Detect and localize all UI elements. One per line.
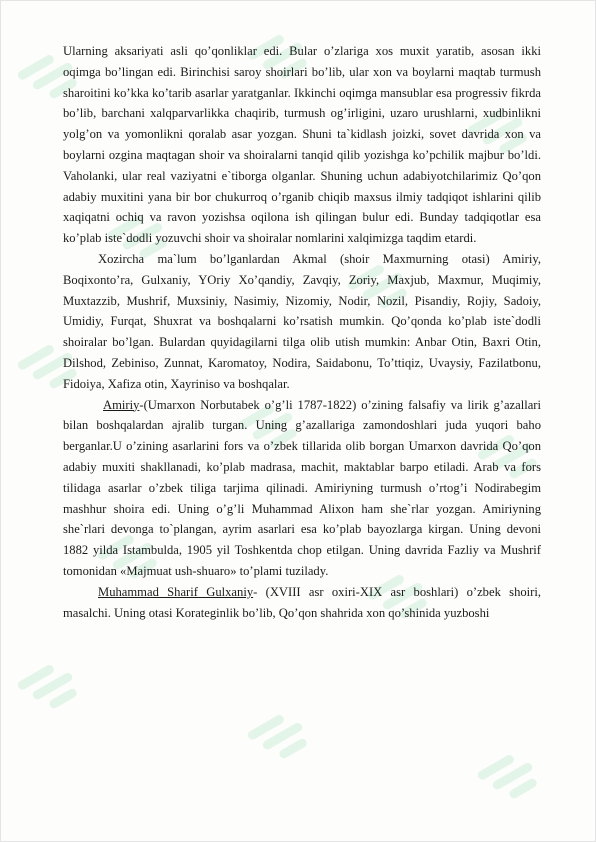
watermark-mark: [9, 639, 96, 726]
watermark-mark: [239, 689, 326, 776]
paragraph-1: Ularning aksariyati asli qo’qonliklar edi. Bular o’zlariga xos muxit yaratib, asosan ikki oqimga bo’lingan edi. Birinchisi saroy shoirlari bo’lib, ular xon va boylarni maqtab turmush sharoitini ko’kka ko’tarib asarlar yaratganlar. Ikkinchi oqimga mansublar esa progressiv fikrda bo’lib, barchani xalqparvarlikka chaqirib, turmush og’irligini, uzaro urushlarni, xudbinlikni yolg’on va yomonlikni qoralab asar yozgan. Shuni ta`kidlash joizki, sovet davrida xon va boylarni ozgina maqtagan shoir va shoiralarni tanqid qilib yozishga ko’pchilik majbur bo’ldi. Vaholanki, ular real vaziyatni e`tiborga olganlar. Shuning uchun adabiyotchilarimiz Qo’qon adabiy muxitini yana bir bor chukurroq o’rganib chiqib maxsus ilmiy tadqiqot ishlarini qilib xaqiqatni ochiq va ravon yozishsa oqilona ish qilingan bulur edi. Bunday tadqiqotlar esa ko’plab iste`dodli yozuvchi shoir va shoiralar nomlarini xalqimizga taqdim etardi.: [63, 44, 541, 246]
term-gulxaniy: Muhammad Sharif Gulxaniy: [98, 584, 254, 599]
paragraph-3: [63, 395, 541, 582]
paragraph-2: Xozircha ma`lum bo’lganlardan Akmal (shoir Maxmurning otasi) Amiriy, Boqixonto’ra, Gulxaniy, YOriy Xo’qandiy, Zavqiy, Zoriy, Maxjub, Maxmur, Muqimiy, Muxtazzib, Mushrif, Muxsiniy, Nasimiy, Nizomiy, Nodir, Nozil, Pisandiy, Rojiy, Sadoiy, Umidiy, Furqat, Shuxrat va boshqalarni ko’rsatish mumkin. Qo’qonda ko’plab iste`dodli shoiralar bo’lgan. Bulardan quyidagilarni tilga olib utish mumkin: Anbar Otin, Baxri Otin, Dilshod, Zebiniso, Zunnat, Karomatoy, Nodira, Saidabonu, To’ttiqiz, Uvaysiy, Fazilatbonu, Fidoiya, Xafiza otin, Xayriniso va boshqalar.: [63, 251, 541, 391]
body-text: [63, 41, 541, 623]
paragraph-3-text: -(Umarxon Norbutabek o’g’li 1787-1822) o’zining falsafiy va lirik g’azallari bilan boshqalardan ajralib turgan. Uning g’azallariga zamondoshlari juda yuqori baho berganlar.U o’zining asarlarini fors va o’zbek tillarida olib borgan Umarxon davrida Qo’qon adabiy muxiti shakllanadi, ko’plab madrasa, machit, maktablar barpo etiladi. Arab va fors tilidaga asarlar o’zbek tiliga tarjima qilinadi. Amiriyning turmush o’rtog’i Nodirabegim mashhur shoira edi. Uning o’g’li Muhammad Alixon ham she`rlar yozgan. Amiriyning she`rlari devonga to`plangan, ayrim asarlari esa ko’plab bayozlarga kirgan. Uning devoni 1882 yilda Istambulda, 1905 yil Toshkentda chop etilgan. Uning davrida Fazliy va Mushrif tomonidan «Majmuat ush-shuaro» to’plami tuzilady.: [63, 397, 541, 578]
term-amiriy: Amiriy: [103, 397, 140, 412]
paragraph-4: [63, 582, 541, 624]
paragraph-4-text: - (XVIII asr oxiri-XIX asr boshlari) o’zbek shoiri, masalchi. Uning otasi Korateginlik bo’lib, Qo’qon shahrida xon qo’shinida yuzboshi: [63, 584, 542, 620]
watermark-mark: [469, 729, 556, 816]
